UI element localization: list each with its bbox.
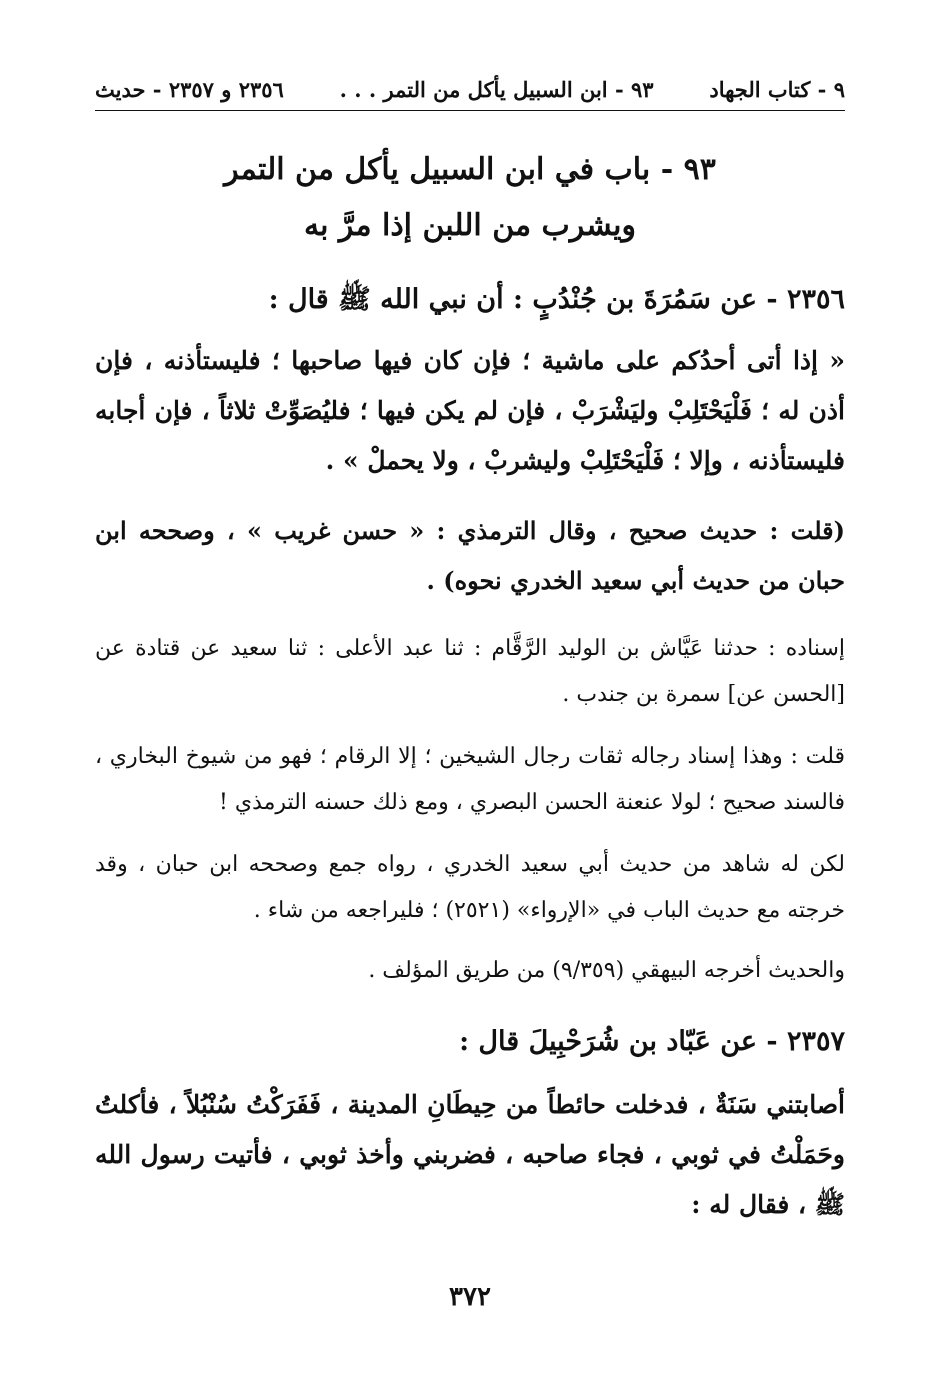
book-page	[95, 0, 845, 1374]
hadith-2357-text: أصابتني سَنَةٌ ، فدخلت حائطاً من حِيطَانِ المدينة ، فَفَرَكْتُ سُنْبُلاً ، فأكلتُ وحَمَلْتُ في ثوبي ، فجاء صاحبه ، فضربني وأخذ ثوبي ، فأتيت رسول الله ﷺ ، فقال له :	[95, 1090, 845, 1219]
hadith-2356-comment-2: لكن له شاهد من حديث أبي سعيد الخدري ، رواه جمع وصححه ابن حبان ، وقد خرجته مع حديث الباب في «الإرواء» (٢٥٢١) ؛ فليراجعه من شاء .	[95, 852, 845, 923]
bab-title-line-2: ويشرب من اللبن إذا مرَّ به	[304, 208, 636, 243]
hadith-2356-comment-1: قلت : وهذا إسناد رجاله ثقات رجال الشيخين ؛ إلا الرقام ؛ فهو من شيوخ البخاري ، فالسند صحيح ؛ لولا عنعنة الحسن البصري ، ومع ذلك حسنه الترمذي !	[95, 744, 845, 815]
hadith-2356-isnad: إسناده : حدثنا عَيَّاش بن الوليد الرَّقَّام : ثنا عبد الأعلى : ثنا سعيد عن قتادة عن [الحسن عن] سمرة بن جندب .	[95, 636, 845, 707]
hadith-2356-comment-3: والحديث أخرجه البيهقي (٩/٣٥٩) من طريق المؤلف .	[368, 958, 845, 983]
hadith-2356-grading-note: (قلت : حديث صحيح ، وقال الترمذي : « حسن غريب » ، وصححه ابن حبان من حديث أبي سعيد الخدري نحوه) .	[95, 516, 845, 595]
bab-title-line-1: ٩٣ - باب في ابن السبيل يأكل من التمر	[224, 152, 716, 187]
header-chapter: ٩ - كتاب الجهاد	[709, 76, 845, 102]
hadith-2356-heading: ٢٣٥٦ - عن سَمُرَةَ بن جُنْدُبٍ : أن نبي الله ﷺ قال :	[268, 284, 845, 315]
page-number: ٣٧٢	[449, 1282, 491, 1312]
header-range: ٢٣٥٦ و ٢٣٥٧ - حديث	[95, 76, 284, 102]
running-header	[95, 72, 845, 111]
bab-title	[95, 142, 845, 254]
hadith-2357-heading: ٢٣٥٧ - عن عَبّاد بن شُرَحْبِيلَ قال :	[459, 1026, 845, 1057]
header-section: ٩٣ - ابن السبيل يأكل من التمر . . .	[339, 76, 654, 102]
hadith-2356-text: « إذا أتى أحدُكم على ماشية ؛ فإن كان فيها صاحبها ؛ فليستأذنه ، فإن أذن له ؛ فَلْيَحْتَلِبْ وليَشْرَبْ ، فإن لم يكن فيها ؛ فليُصَوِّتْ ثلاثاً ، فإن أجابه فليستأذنه ، وإلا ؛ فَلْيَحْتَلِبْ وليشربْ ، ولا يحملْ » .	[95, 346, 845, 475]
